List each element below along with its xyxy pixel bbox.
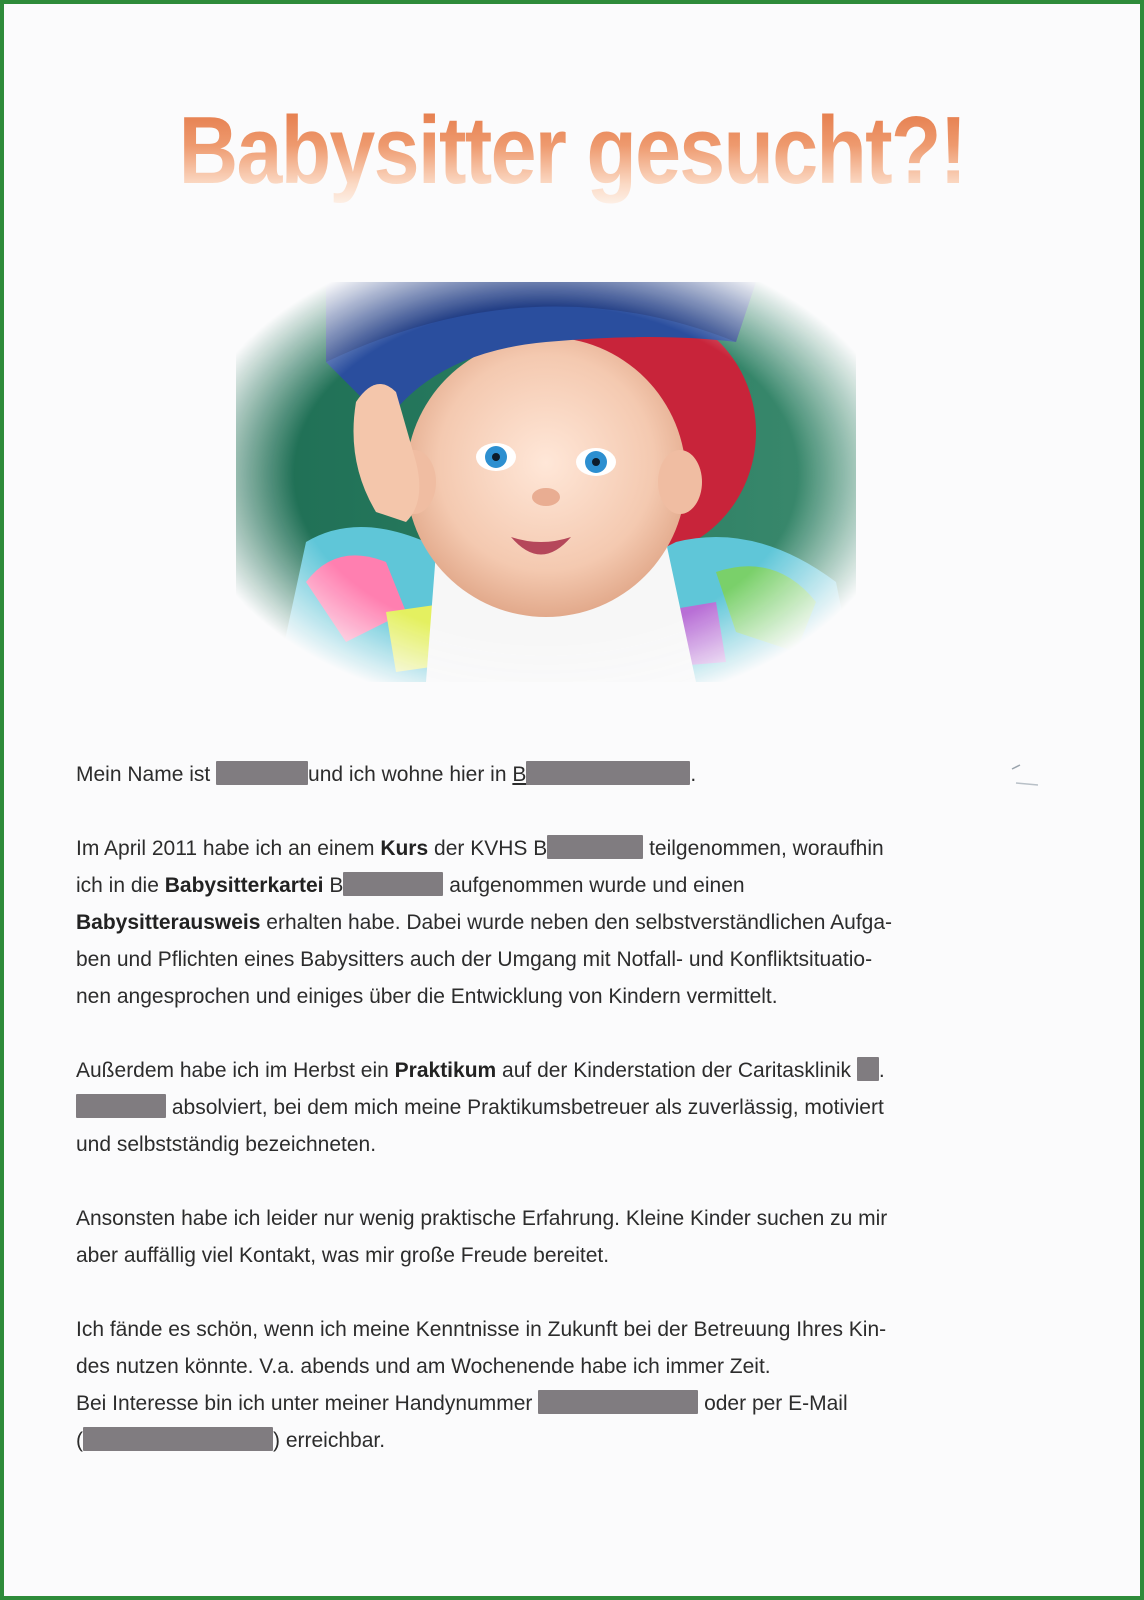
page-title: Babysitter gesucht?!: [84, 96, 1061, 206]
baby-photo-illustration: [236, 282, 856, 682]
baby-photo: [236, 282, 856, 682]
redacted-clinic-city: [76, 1094, 166, 1118]
redacted-name: [216, 761, 308, 785]
redacted-email: [83, 1427, 273, 1451]
paragraph-course: Im April 2011 habe ich an einem Kurs der KVHS B teilgenommen, woraufhin ich in die Babysitterkartei B aufgenommen wurde und einen Babysitterausweis erhalten habe. Dabei wurde neben den selbstverständlichen Aufga- ben und Pflichten eines Babysitters auch der Umgang mit Notfall- und Konfliktsituatio- nen angesprochen und einiges über die Entwicklung von Kindern vermittelt.: [76, 837, 893, 1008]
paragraph-experience: Ansonsten habe ich leider nur wenig praktische Erfahrung. Kleine Kinder suchen zu mir aber auffällig viel Kontakt, was mir große Freude bereitet.: [76, 1207, 888, 1267]
paragraph-internship: Außerdem habe ich im Herbst ein Praktikum auf der Kinderstation der Caritasklinik . absolviert, bei dem mich meine Praktikumsbetreuer als zuverlässig, motiviert und selbstständig bezeichneten.: [76, 1059, 885, 1156]
redacted-phone: [538, 1390, 698, 1414]
paragraph-contact: Ich fände es schön, wenn ich meine Kenntnisse in Zukunft bei der Betreuung Ihres Kin- des nutzen könnte. V.a. abends und am Wochenende habe ich immer Zeit. Bei Interesse bin ich unter meiner Handynummer oder per E-Mail ( ) erreichbar.: [76, 1318, 887, 1452]
redacted-city: [343, 872, 443, 896]
paragraph-intro: Mein Name ist und ich wohne hier in B .: [76, 763, 697, 786]
letter-body: [76, 756, 1016, 1459]
redacted-town: [526, 761, 690, 785]
document-page: [4, 4, 1140, 1596]
redacted-city: [547, 835, 643, 859]
redacted-clinic: [857, 1057, 879, 1081]
